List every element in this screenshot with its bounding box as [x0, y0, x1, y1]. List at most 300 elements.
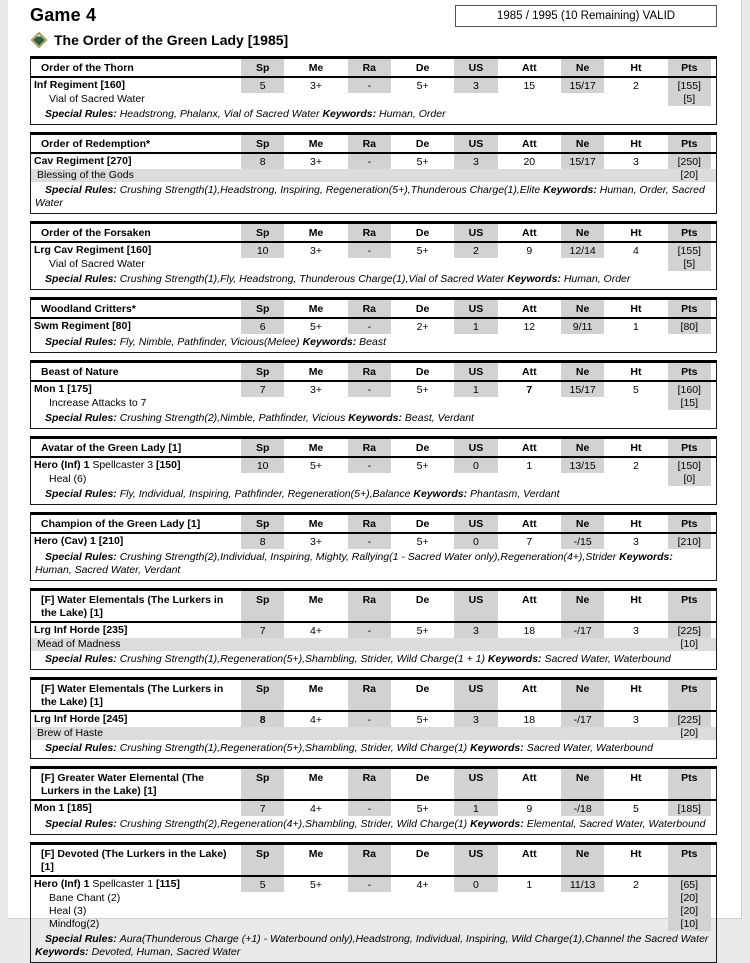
stat-cell: [289, 59, 342, 76]
stat-column-header: Me: [308, 442, 324, 454]
stat-value: 3: [454, 623, 497, 638]
unit-header-row: [31, 515, 716, 534]
upgrade-label: Mead of Madness: [37, 638, 121, 650]
stat-cell: [289, 845, 342, 875]
stat-cell: [609, 78, 662, 93]
army-list-page: [8, 0, 742, 958]
stat-cell: [663, 224, 716, 241]
stat-cell: [396, 382, 449, 397]
stat-cell: [449, 877, 502, 892]
stat-value: 3: [454, 78, 497, 93]
stat-cell: [609, 439, 662, 456]
stat-value: 15: [523, 80, 536, 92]
stat-cell: [556, 382, 609, 397]
stat-cell: [609, 135, 662, 152]
stat-value: [155]: [668, 78, 711, 93]
stat-column-header: Att: [522, 518, 537, 530]
stat-column-header: Pts: [668, 591, 711, 621]
stat-value: 3: [454, 154, 497, 169]
stat-cell: [396, 169, 449, 182]
unit-group-title: Champion of the Green Lady [1]: [41, 518, 201, 530]
stat-cell: [396, 877, 449, 892]
stat-column-header: Att: [522, 366, 537, 378]
stat-cell: [663, 154, 716, 169]
stat-cell: [609, 363, 662, 380]
stat-column-header: Ra: [348, 59, 391, 76]
stat-value: 3: [633, 625, 639, 637]
stat-value: 3: [633, 714, 639, 726]
stat-column-header: Ht: [630, 594, 642, 606]
stat-cell: [236, 224, 289, 241]
stat-value: 2+: [416, 321, 429, 333]
stat-cell: [556, 224, 609, 241]
stat-cell: [396, 135, 449, 152]
stat-cell: [556, 300, 609, 317]
stat-value: 2: [454, 243, 497, 258]
stat-cell: [503, 638, 556, 651]
special-rules-label: Special Rules:: [45, 108, 120, 120]
unit-group-title: [F] Greater Water Elemental (The Lurkers in the Lake) [1]: [41, 772, 204, 797]
upgrade-points: [20]: [680, 727, 699, 739]
stat-cell: [236, 801, 289, 816]
stat-cell: [343, 534, 396, 549]
stat-column-header: Pts: [668, 439, 711, 456]
stat-column-header: De: [415, 442, 430, 454]
unit-name-segment: Inf Regiment [160]: [34, 79, 126, 91]
stat-cell: [663, 892, 716, 905]
stat-value: 9/11: [561, 319, 604, 334]
unit-block: [30, 132, 717, 214]
upgrade-item-row: [31, 905, 716, 918]
stat-column-header: Sp: [241, 515, 284, 532]
unit-name: [31, 78, 236, 93]
stat-cell: [503, 623, 556, 638]
upgrade-item-row: [31, 169, 716, 182]
unit-stat-row: [31, 154, 716, 169]
stat-cell: [343, 135, 396, 152]
stat-cell: [343, 169, 396, 182]
stat-value: 3: [633, 536, 639, 548]
unit-block: [30, 842, 717, 963]
stat-cell: [503, 905, 556, 918]
stat-cell: [343, 801, 396, 816]
unit-header-row: [31, 300, 716, 319]
stat-value: 5: [633, 384, 639, 396]
unit-block: [30, 297, 717, 353]
stat-cell: [609, 623, 662, 638]
stat-value: 4+: [310, 803, 322, 815]
stat-column-header: De: [415, 303, 430, 315]
stat-column-header: Ne: [561, 769, 604, 799]
stat-cell: [449, 363, 502, 380]
stat-cell: [343, 224, 396, 241]
stat-column-header: Att: [522, 594, 537, 606]
stat-cell: [236, 258, 289, 271]
upgrade-label: Vial of Sacred Water: [49, 93, 145, 105]
upgrade-points: [15]: [668, 397, 711, 410]
stat-cell: [236, 243, 289, 258]
stat-cell: [556, 258, 609, 271]
stat-cell: [396, 154, 449, 169]
special-rules: [31, 816, 716, 834]
special-rules: [31, 740, 716, 758]
stat-cell: [449, 319, 502, 334]
stat-cell: [609, 534, 662, 549]
stat-value: 5+: [416, 460, 429, 472]
unit-group-title: Woodland Critters*: [41, 303, 136, 315]
unit-header-row: [31, 769, 716, 801]
stat-column-header: US: [454, 439, 497, 456]
unit-name-segment: Cav Regiment [270]: [34, 155, 132, 167]
stat-cell: [503, 877, 556, 892]
stat-value: 18: [523, 714, 536, 726]
stat-cell: [343, 515, 396, 532]
stat-value: 7: [526, 536, 533, 548]
stat-cell: [236, 59, 289, 76]
stat-cell: [556, 439, 609, 456]
stat-cell: [449, 169, 502, 182]
stat-cell: [396, 397, 449, 410]
unit-name-segment: Hero (Cav) 1 [210]: [34, 535, 124, 547]
stat-column-header: Ne: [561, 300, 604, 317]
stat-cell: [396, 638, 449, 651]
stat-cell: [343, 591, 396, 621]
unit-stat-row: [31, 319, 716, 334]
stat-column-header: Ht: [630, 518, 642, 530]
unit-name: [31, 243, 236, 258]
upgrade-label: Increase Attacks to 7: [49, 397, 147, 409]
stat-column-header: Att: [522, 227, 537, 239]
stat-cell: [343, 154, 396, 169]
stat-column-header: Sp: [241, 845, 284, 875]
stat-cell: [236, 169, 289, 182]
stat-column-header: Sp: [241, 680, 284, 710]
stat-value: 5: [633, 803, 639, 815]
unit-name: [31, 877, 236, 892]
upgrade-points: [20]: [668, 905, 711, 918]
stat-cell: [343, 623, 396, 638]
unit-name-segment: Spellcaster 3: [89, 459, 156, 471]
stat-cell: [663, 458, 716, 473]
stat-value: 9: [526, 245, 533, 257]
stat-column-header: Att: [522, 848, 537, 860]
stat-value: -: [348, 382, 391, 397]
stat-column-header: Ne: [561, 439, 604, 456]
special-rules: [31, 486, 716, 504]
unit-group-title: Beast of Nature: [41, 366, 119, 378]
stat-column-header: Ra: [348, 439, 391, 456]
stat-column-header: Sp: [241, 591, 284, 621]
stat-cell: [503, 397, 556, 410]
stat-value: -: [348, 801, 391, 816]
special-rules: [31, 271, 716, 289]
unit-stat-row: [31, 243, 716, 258]
upgrade-item-row: [31, 892, 716, 905]
stat-value: 7: [241, 382, 284, 397]
special-rules-text: Aura(Thunderous Charge (+1) - Waterbound only),Headstrong, Individual, Inspiring, Wild Charge(1),Channel the Sacred Water: [119, 933, 709, 945]
stat-column-header: Att: [522, 303, 537, 315]
unit-name: [31, 801, 236, 816]
stat-value: 1: [633, 321, 639, 333]
stat-cell: [663, 300, 716, 317]
stat-cell: [449, 623, 502, 638]
stat-cell: [503, 258, 556, 271]
stat-column-header: Pts: [668, 59, 711, 76]
stat-cell: [343, 918, 396, 931]
stat-cell: [236, 727, 289, 740]
keywords-label: Keywords:: [487, 653, 545, 665]
stat-cell: [449, 154, 502, 169]
stat-value: 3+: [310, 80, 322, 92]
stat-cell: [663, 59, 716, 76]
stat-column-header: Me: [308, 138, 324, 150]
stat-cell: [236, 78, 289, 93]
stat-value: 5+: [310, 321, 322, 333]
stat-value: 3+: [310, 245, 322, 257]
stat-column-header: Att: [522, 772, 537, 784]
stat-column-header: Ht: [630, 848, 642, 860]
stat-value: 3+: [310, 536, 322, 548]
stat-cell: [289, 892, 342, 905]
stat-cell: [289, 169, 342, 182]
keywords-label: Keywords:: [543, 184, 600, 196]
unit-name-segment: Mon 1 [175]: [34, 383, 92, 395]
stat-cell: [236, 473, 289, 486]
keywords-text: Human, Order, Sacred Water: [35, 184, 705, 209]
stat-cell: [556, 534, 609, 549]
stat-column-header: Ne: [561, 224, 604, 241]
stat-cell: [663, 169, 716, 182]
stat-cell: [396, 918, 449, 931]
stat-cell: [289, 515, 342, 532]
stat-cell: [449, 59, 502, 76]
keywords-text: Sacred Water, Waterbound: [544, 653, 671, 665]
stat-cell: [556, 877, 609, 892]
stat-cell: [396, 258, 449, 271]
unit-header-row: [31, 363, 716, 382]
stat-cell: [556, 712, 609, 727]
stat-value: [225]: [668, 712, 711, 727]
stat-value: 10: [241, 458, 284, 473]
special-rules-text: Crushing Strength(1),Regeneration(5+),Shambling, Strider, Wild Charge(1): [119, 742, 471, 754]
stat-cell: [503, 534, 556, 549]
stat-cell: [449, 801, 502, 816]
stat-cell: [503, 727, 556, 740]
stat-cell: [289, 877, 342, 892]
stat-cell: [609, 638, 662, 651]
keywords-text: Human, Order: [379, 108, 446, 120]
upgrade-item-row: [31, 397, 716, 410]
stat-column-header: Me: [308, 366, 324, 378]
stat-cell: [343, 439, 396, 456]
stat-column-header: Ne: [561, 135, 604, 152]
stat-cell: [556, 59, 609, 76]
stat-value: 7: [526, 384, 533, 396]
stat-cell: [556, 458, 609, 473]
stat-column-header: Sp: [241, 135, 284, 152]
stat-cell: [236, 458, 289, 473]
stat-cell: [449, 258, 502, 271]
upgrade-points: [10]: [668, 918, 711, 931]
stat-cell: [663, 801, 716, 816]
special-rules-label: Special Rules:: [45, 742, 120, 754]
upgrade-label: Heal (6): [49, 473, 87, 485]
upgrade-points: [0]: [668, 473, 711, 486]
stat-cell: [503, 363, 556, 380]
stat-value: 2: [633, 879, 639, 891]
stat-column-header: US: [454, 59, 497, 76]
stat-cell: [556, 801, 609, 816]
stat-cell: [343, 877, 396, 892]
stat-value: 10: [241, 243, 284, 258]
stat-cell: [609, 877, 662, 892]
unit-block: [30, 360, 717, 429]
stat-cell: [449, 397, 502, 410]
stat-value: [160]: [668, 382, 711, 397]
stat-column-header: US: [454, 769, 497, 799]
stat-value: 3: [633, 156, 639, 168]
stat-cell: [396, 93, 449, 106]
army-title-row: [30, 32, 717, 48]
keywords-text: Devoted, Human, Sacred Water: [91, 946, 241, 958]
stat-column-header: Me: [308, 848, 324, 860]
stat-column-header: Ra: [348, 515, 391, 532]
stat-column-header: Ht: [630, 138, 642, 150]
stat-cell: [449, 93, 502, 106]
unit-list: [30, 56, 717, 963]
stat-cell: [556, 78, 609, 93]
upgrade-label: Bane Chant (2): [49, 892, 121, 904]
stat-cell: [663, 623, 716, 638]
upgrade-item-row: [31, 258, 716, 271]
stat-cell: [289, 319, 342, 334]
game-title: Game 4: [30, 5, 97, 25]
stat-cell: [396, 515, 449, 532]
special-rules-label: Special Rules:: [45, 184, 120, 196]
stat-cell: [289, 135, 342, 152]
stat-cell: [289, 680, 342, 710]
stat-cell: [663, 680, 716, 710]
stat-cell: [609, 473, 662, 486]
stat-cell: [503, 439, 556, 456]
stat-column-header: De: [415, 138, 430, 150]
stat-value: [225]: [668, 623, 711, 638]
keywords-text: Elemental, Sacred Water, Waterbound: [526, 818, 706, 830]
stat-cell: [609, 243, 662, 258]
stat-column-header: Pts: [668, 135, 711, 152]
unit-stat-row: [31, 382, 716, 397]
stat-cell: [289, 623, 342, 638]
stat-cell: [609, 845, 662, 875]
stat-column-header: Ne: [561, 363, 604, 380]
stat-cell: [556, 769, 609, 799]
unit-header-row: [31, 845, 716, 877]
stat-cell: [663, 439, 716, 456]
stat-cell: [556, 918, 609, 931]
stat-cell: [236, 877, 289, 892]
stat-value: 1: [526, 879, 533, 891]
stat-value: 18: [523, 625, 536, 637]
special-rules-text: Headstrong, Phalanx, Vial of Sacred Water: [119, 108, 323, 120]
stat-value: 5+: [416, 625, 429, 637]
stat-cell: [396, 591, 449, 621]
upgrade-item-row: [31, 727, 716, 740]
stat-value: 20: [523, 156, 536, 168]
stat-column-header: Ne: [561, 59, 604, 76]
stat-column-header: Pts: [668, 769, 711, 799]
stat-column-header: Me: [308, 518, 324, 530]
stat-cell: [663, 397, 716, 410]
stat-cell: [663, 319, 716, 334]
stat-column-header: Me: [308, 227, 324, 239]
unit-name: [31, 534, 236, 549]
special-rules-label: Special Rules:: [45, 488, 120, 500]
stat-cell: [503, 319, 556, 334]
stat-cell: [556, 473, 609, 486]
unit-stat-row: [31, 78, 716, 93]
stat-cell: [609, 300, 662, 317]
stat-cell: [396, 769, 449, 799]
stat-cell: [289, 363, 342, 380]
stat-cell: [503, 224, 556, 241]
stat-value: [250]: [668, 154, 711, 169]
stat-value: 0: [454, 534, 497, 549]
stat-cell: [396, 458, 449, 473]
stat-cell: [396, 319, 449, 334]
stat-cell: [236, 382, 289, 397]
stat-value: -: [348, 458, 391, 473]
stat-cell: [609, 918, 662, 931]
stat-value: 5+: [416, 384, 429, 396]
stat-cell: [343, 473, 396, 486]
stat-cell: [449, 769, 502, 799]
keywords-text: Sacred Water, Waterbound: [526, 742, 653, 754]
stat-value: 9: [526, 803, 533, 815]
stat-cell: [609, 382, 662, 397]
keywords-label: Keywords:: [470, 742, 527, 754]
stat-value: [65]: [668, 877, 711, 892]
stat-cell: [396, 59, 449, 76]
special-rules: [31, 106, 716, 124]
stat-cell: [236, 439, 289, 456]
page-header: [30, 4, 717, 27]
stat-value: [185]: [668, 801, 711, 816]
special-rules-text: Crushing Strength(1),Fly, Headstrong, Thunderous Charge(1),Vial of Sacred Water: [119, 273, 508, 285]
stat-cell: [236, 918, 289, 931]
stat-value: 0: [454, 458, 497, 473]
stat-value: 5+: [416, 156, 429, 168]
stat-column-header: Ra: [348, 300, 391, 317]
stat-value: 3+: [310, 384, 322, 396]
stat-cell: [663, 135, 716, 152]
special-rules-label: Special Rules:: [45, 551, 120, 563]
stat-cell: [449, 224, 502, 241]
stat-value: -: [348, 877, 391, 892]
stat-cell: [556, 169, 609, 182]
unit-name: [31, 458, 236, 473]
stat-cell: [396, 712, 449, 727]
stat-value: 4+: [310, 625, 322, 637]
stat-column-header: Pts: [668, 845, 711, 875]
stat-value: -: [348, 623, 391, 638]
unit-name-segment: Mon 1 [185]: [34, 802, 92, 814]
stat-cell: [556, 892, 609, 905]
stat-column-header: Ht: [630, 303, 642, 315]
unit-name: [31, 319, 236, 334]
unit-name-segment: Lrg Inf Horde [245]: [34, 713, 128, 725]
stat-cell: [663, 363, 716, 380]
stat-column-header: Ht: [630, 366, 642, 378]
